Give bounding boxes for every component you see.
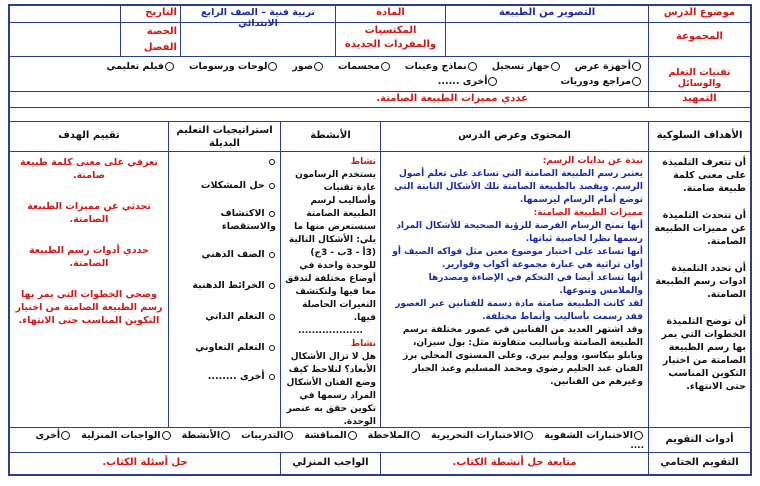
header-row-1: [10, 6, 750, 29]
tool-option[interactable]: أجهزة عرض: [575, 59, 642, 74]
assessment-options: [10, 428, 648, 452]
radio-icon[interactable]: [269, 374, 275, 380]
radio-icon[interactable]: [551, 62, 560, 71]
radio-icon[interactable]: [634, 431, 643, 440]
radio-icon[interactable]: [269, 159, 275, 165]
radio-icon[interactable]: [468, 62, 477, 71]
topic-label: موضوع الدرس: [648, 6, 750, 22]
date-value: [10, 6, 120, 22]
final-row: [10, 453, 750, 474]
content-heading-2: مميزات الطبيعة الصامتة:: [533, 208, 643, 218]
radio-icon[interactable]: [162, 431, 171, 440]
assessment-option[interactable]: الاختبارات الشفوية: [544, 429, 644, 442]
radio-icon[interactable]: [284, 431, 293, 440]
final-value: متابعة حل أنشطة الكتاب.: [380, 453, 648, 474]
radio-icon[interactable]: [269, 211, 275, 217]
col-content: المحتوى وعرض الدرس: [380, 122, 648, 151]
strategy-item[interactable]: حل المشكلات: [173, 180, 276, 191]
tool-option[interactable]: لوحات ورسومات: [189, 59, 278, 74]
activity-title: نشاط: [350, 339, 376, 349]
objective-item: أن تتحدث التلميذة عن مميزات الطبيعة الصامتة.: [654, 210, 746, 247]
assessment-dots: ....: [630, 441, 644, 451]
group-label: المجموعة: [648, 23, 750, 56]
content-paragraph: لقد كانت الطبيعة صامتة مادة دسمة للفنانين عبر العصور فقد رسمت بأساليب وأنماط مختلفة.: [395, 299, 643, 322]
tools-label: تقنيات التعلم والوسائل: [648, 57, 750, 91]
tool-option[interactable]: جهاز تسجيل: [492, 59, 561, 74]
intro-value: عددي مميزات الطبيعة الصامتة.: [376, 93, 528, 104]
strategy-item[interactable]: التعلم الذاتي: [173, 311, 276, 322]
columns-header: [10, 122, 750, 152]
tool-option[interactable]: فيلم تعليمي: [107, 59, 175, 74]
intro-row: [10, 92, 750, 108]
evaluation-item: تعرفي على معنى كلمة طبيعة صامتة.: [20, 157, 158, 181]
topic-value: التصوير من الطبيعة: [445, 6, 648, 22]
date-label: التاريخ: [120, 6, 180, 22]
content-paragraph: وقد اشتهر العديد من الفنانين في عصور مختلفة برسم الطبيعة الصامتة وبأساليب متفاوتة مثل: بول سيزان، وبابلو بيكاسو، ووليم بيري. وعلى المستوى المحلي برز الفنان عبد الحليم رضوي ومحمد المسليم وعبد الجبار وغيرهم من الفنانين.: [402, 325, 643, 387]
radio-icon[interactable]: [488, 77, 497, 86]
tool-option[interactable]: مراجع ودوريات: [560, 74, 642, 89]
tools-row: [10, 57, 750, 92]
content-heading-1: نبذة عن بدايات الرسم:: [542, 156, 643, 166]
tool-option[interactable]: نماذج وعينات: [405, 59, 478, 74]
assessment-option[interactable]: الاختبارات التحريرية: [431, 429, 534, 442]
activity-text: يستخدم الرسامون عادة تقنيات وأساليب لرسم الطبيعة الصامتة سنستعرض منها ما يلي: الأشكال التالية (3أ - 3ب - 3ج) للوحدة واحدة في أوضاع مختلفة لتدقق معا فيها ولتكتشف التغيرات الحاصلة فيها.: [285, 170, 376, 323]
radio-icon[interactable]: [524, 431, 533, 440]
radio-icon[interactable]: [269, 252, 275, 258]
homework-value: حل أسئلة الكتاب.: [102, 457, 188, 468]
radio-icon[interactable]: [269, 314, 275, 320]
tool-option[interactable]: أخرى ......: [438, 74, 499, 89]
content-paragraph: أنها تساعد على اختيار موضوع معين مثل فواكه الصيف أو أوان تراثية هي عبارة مجموعة أكواب وقوارير.: [392, 247, 643, 270]
tool-option[interactable]: صور: [292, 59, 324, 74]
radio-icon[interactable]: [632, 62, 641, 71]
assessment-option[interactable]: أخرى: [35, 429, 71, 442]
col-evaluation: تقييم الهدف: [58, 130, 120, 141]
evaluation-item: حددي أدوات رسم الطبيعة الصامتة.: [29, 245, 149, 269]
content-paragraph: يعتبر رسم الطبيعة الصامتة التي تساعد على تعلم أصول الرسم. ويقصد بالطبيعة الصامتة تلك الأشكال الثابتة التي توضع أمام الرسام ليرسمها.: [394, 169, 643, 205]
subject-label: المادة: [335, 6, 445, 22]
radio-icon[interactable]: [269, 283, 275, 289]
assessment-option[interactable]: المناقشة: [304, 429, 357, 442]
main-body: [10, 152, 750, 428]
tools-options: [10, 57, 648, 91]
assessment-option[interactable]: الواجبات المنزلية: [81, 429, 171, 442]
lesson-plan: [8, 4, 752, 476]
subject-value: تربية فنية – الصف الرابع الابتدائي: [180, 6, 335, 22]
radio-icon[interactable]: [269, 183, 275, 189]
final-label: التقويم الختامي: [648, 453, 750, 474]
strategy-item[interactable]: التعلم التعاوني: [173, 342, 276, 353]
content-paragraph: أنها تمنح الرسام الفرصة للرؤية الصحيحة للأشكال المراد رسمها نظرا لخاصية ثباتها.: [396, 221, 643, 244]
homework-label: الواجب المنزلي: [280, 453, 380, 474]
assessment-option[interactable]: التدريبات: [241, 429, 294, 442]
activity-dots: ...................: [298, 326, 363, 336]
activity-title: نشاط: [350, 157, 376, 167]
radio-icon[interactable]: [268, 62, 277, 71]
evaluation-item: تحدثي عن مميزات الطبيعة الصامتة.: [27, 201, 151, 225]
radio-icon[interactable]: [165, 62, 174, 71]
strategy-item[interactable]: أخرى ........: [173, 371, 276, 382]
tool-option[interactable]: مجسمات: [338, 59, 391, 74]
period-class-values: [10, 23, 120, 56]
evaluation-cell: [10, 152, 168, 427]
assessment-option[interactable]: الأنشطة: [182, 429, 232, 442]
evaluation-item: وضحي الخطوات التي يمر بها رسم الطبيعة الصامتة من اختيار التكوين المناسب حتى الانتهاء.: [15, 289, 163, 326]
strategy-item[interactable]: الصف الذهني: [173, 249, 276, 260]
header-row-2: [10, 23, 750, 57]
assessment-label: أدوات التقويم: [648, 428, 750, 452]
content-cell: [380, 152, 648, 427]
assessment-row: [10, 428, 750, 453]
class-label: الفصل: [143, 42, 177, 53]
period-class-labels: [120, 23, 180, 56]
strategy-item[interactable]: الاكتشاف والاستقصاء: [220, 208, 276, 232]
radio-icon[interactable]: [381, 62, 390, 71]
assessment-option[interactable]: الملاحظة: [368, 429, 421, 442]
intro-label: التمهيد: [648, 92, 750, 107]
radio-icon[interactable]: [269, 345, 275, 351]
radio-icon[interactable]: [632, 77, 641, 86]
col-strategies: استراتيجيات التعليم البديلة: [168, 122, 280, 151]
skills-value: [180, 23, 335, 56]
content-paragraph: أنها تساعد أيضا في التحكم في الإضاءة ومصدرها والملامس وتنوعها.: [428, 273, 643, 296]
spacer-row: [10, 108, 750, 122]
activities-cell: [280, 152, 380, 427]
col-objectives: الأهداف السلوكية: [648, 122, 750, 151]
activity-text: هل لا تزال الأشكال الأبعاد؟ لنلاحظ كيف وضع الفنان الأشكال المراد رسمها في تكوين حقق به عنصر الوحدة.: [286, 352, 376, 427]
objective-item: أن تحدد التلميذة ادوات رسم الطبيعة الصامتة.: [655, 263, 746, 300]
strategies-cell: [168, 152, 280, 427]
col-activities: الأنشطة: [280, 122, 380, 151]
radio-icon[interactable]: [61, 431, 70, 440]
group-value: [445, 23, 648, 56]
objectives-cell: [648, 152, 750, 427]
radio-icon[interactable]: [221, 431, 230, 440]
skills-label: المكتسبات والمفردات الجديدة: [335, 23, 445, 56]
radio-icon[interactable]: [411, 431, 420, 440]
radio-icon[interactable]: [314, 62, 323, 71]
objective-item: أن توضح التلميذة الخطوات التي يمر بها رسم الطبيعة الصامتة من اختيار التكوين المناسب حتى الانتهاء.: [661, 316, 746, 392]
strategy-blank: [173, 156, 276, 166]
strategy-item[interactable]: الخرائط الذهنية: [173, 280, 276, 291]
radio-icon[interactable]: [348, 431, 357, 440]
objective-item: أن تتعرف التلميذة على معنى كلمة طبيعة صامتة.: [662, 157, 746, 194]
period-label: الحصة: [146, 26, 177, 37]
